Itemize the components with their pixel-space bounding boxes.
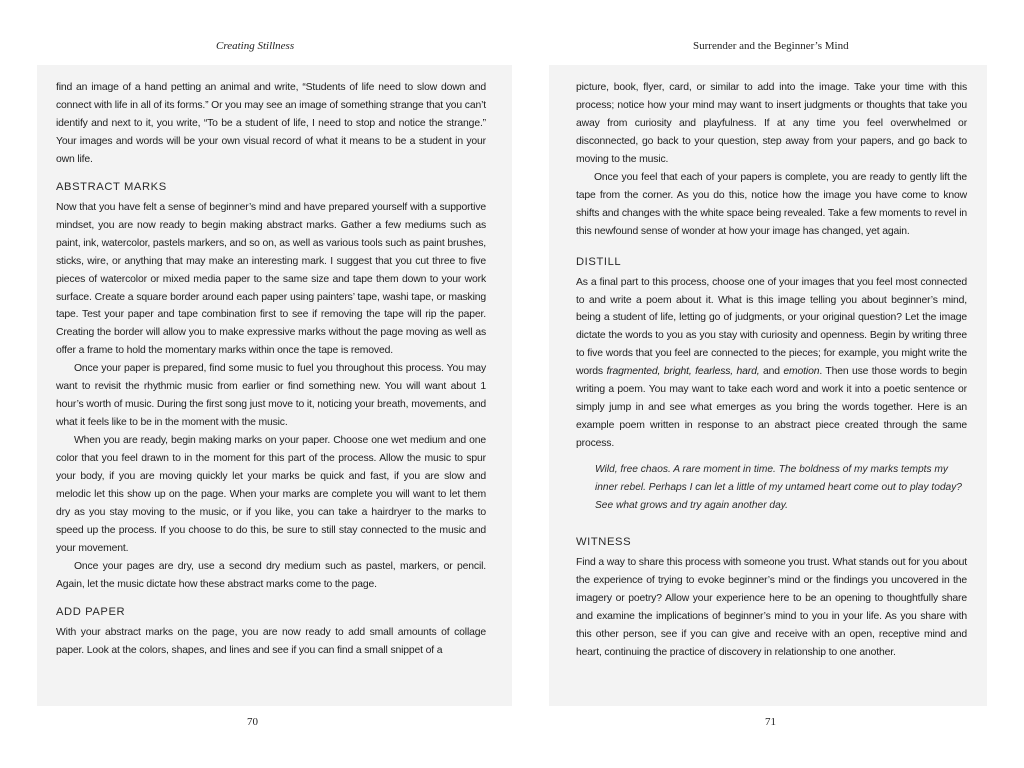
- paragraph-abstract-2: Once your paper is prepared, find some music to fuel you throughout this process. You may want to revisit the rhythmic music from earlier or find something new. You will want about 1 hour’s worth of music. During the first song just move to it, noticing your breath, movements, and what it feels like to be in the moment with the music.: [56, 363, 486, 429]
- distill-and: and: [759, 366, 784, 378]
- paragraph-abstract-4: Once your pages are dry, use a second dry medium such as pastel, markers, or pencil. Again, let the music dictate how these abstract marks come to the page.: [56, 560, 486, 590]
- distill-text-a: As a final part to this process, choose one of your images that you feel most connected to and write a poem about it. What is this image telling you about beginner’s mind, being a student of life, letting go of judgments, or your original question? Let the image dictate the words to you as you stay with curiosity and openness. Begin by writing three to five words that you feel are connected to the pieces; for example, you might write the words: [576, 276, 967, 378]
- poem-line-1: Wild, free chaos. A rare moment in time. The boldness of my marks tempts my: [595, 464, 948, 476]
- paragraph-abstract-3: When you are ready, begin making marks on your paper. Choose one wet medium and one color that you feel drawn to in the moment for this part of the process. Allow the music to spur your body, if you are moving quickly let your marks be quick and fast, if you are slow and melodic let this show up on the page. When your marks are complete you will want to let them dry as you stay moving to the music, or if you like, you can take a hairdryer to the marks to speed up the process. If you choose to do this, be sure to still stay connected to the music and your movement.: [56, 435, 486, 554]
- heading-add-paper: ADD PAPER: [56, 605, 126, 618]
- running-head-right: Surrender and the Beginner’s Mind: [693, 40, 849, 52]
- heading-abstract-marks: ABSTRACT MARKS: [56, 180, 167, 193]
- heading-witness: WITNESS: [576, 536, 632, 549]
- distill-emotion: emotion: [783, 366, 820, 378]
- page-number-right: 71: [765, 716, 776, 728]
- page-number-left: 70: [247, 716, 258, 728]
- heading-distill: DISTILL: [576, 255, 622, 268]
- paragraph-add-paper: With your abstract marks on the page, you are now ready to add small amounts of collage paper. Look at the colors, shapes, and lines and see if you can find a small snippet of a: [56, 626, 486, 656]
- paragraph-continued-1: picture, book, flyer, card, or similar to add into the image. Take your time with this process; notice how your mind may want to insert judgments or thoughts that take you away from curiosity and playfulness. If at any time you feel overwhelmed or disconnected, go back to your question, step away from your papers, and go back to moving to the music.: [576, 82, 967, 165]
- poem-line-3: See what grows and try again another day.: [595, 500, 788, 512]
- example-poem: [595, 461, 967, 515]
- right-page: [549, 65, 987, 706]
- paragraph-distill: [576, 274, 967, 454]
- distill-text-b: . Then use those words to begin writing a poem. You may want to take each word and work it into a poetic sentence or simply jump in and see what emerges as you bring the words together. Here is an example poem written in response to an abstract piece created through the same process.: [576, 366, 967, 450]
- paragraph-continued-2: Once you feel that each of your papers is complete, you are ready to gently lift the tape from the corner. As you do this, notice how the image you have come to know shifts and changes with the white space being revealed. Take a few moments to revel in this newfound sense of wonder at how your image has changed, yet again.: [576, 171, 967, 237]
- left-page: [37, 65, 512, 706]
- paragraph-abstract-1: Now that you have felt a sense of beginner’s mind and have prepared yourself with a supportive mindset, you are now ready to begin making abstract marks. Gather a few mediums such as paint, ink, watercolor, pastels markers, and so on, as well as various tools such as paint brushes, sticks, wire, or anything that may make an interesting mark. I suggest that you cut three to five pieces of watercolor or mixed media paper to the same size and tape them down to your work surface. Create a square border around each paper using painters’ tape, washi tape, or masking tape. Test your paper and tape combination first to see if removing the tape will rip the paper. Creating the border will allow you to make expressive marks without the page moving as well as offer a frame to hold the momentary marks within once the tape is removed.: [56, 201, 486, 357]
- paragraph-witness: Find a way to share this process with someone you trust. What stands out for you about the experience of trying to evoke beginner’s mind or the findings you uncovered in the imagery or poetry? Allow your experience here to be an opening to thoughtfully share and examine the implications of beginner’s mind to you in your life. As you share with this other person, see if you can give and receive with an open, receptive mind and heart, continuing the practice of discovery in relationship to one another.: [576, 557, 967, 658]
- distill-words: fragmented, bright, fearless, hard,: [606, 366, 760, 378]
- poem-line-2: inner rebel. Perhaps I can let a little of my untamed heart come out to play today?: [595, 482, 962, 494]
- running-head-left: Creating Stillness: [216, 40, 295, 52]
- paragraph-intro: find an image of a hand petting an animal and write, “Students of life need to slow down and connect with life in all of its forms.” Or you may see an image of something strange that you can’t identify and next to it, you write, “To be a student of life, I need to stop and notice the strange.” Your images and words will be your own visual record of what it means to be a student in your own life.: [56, 82, 486, 165]
